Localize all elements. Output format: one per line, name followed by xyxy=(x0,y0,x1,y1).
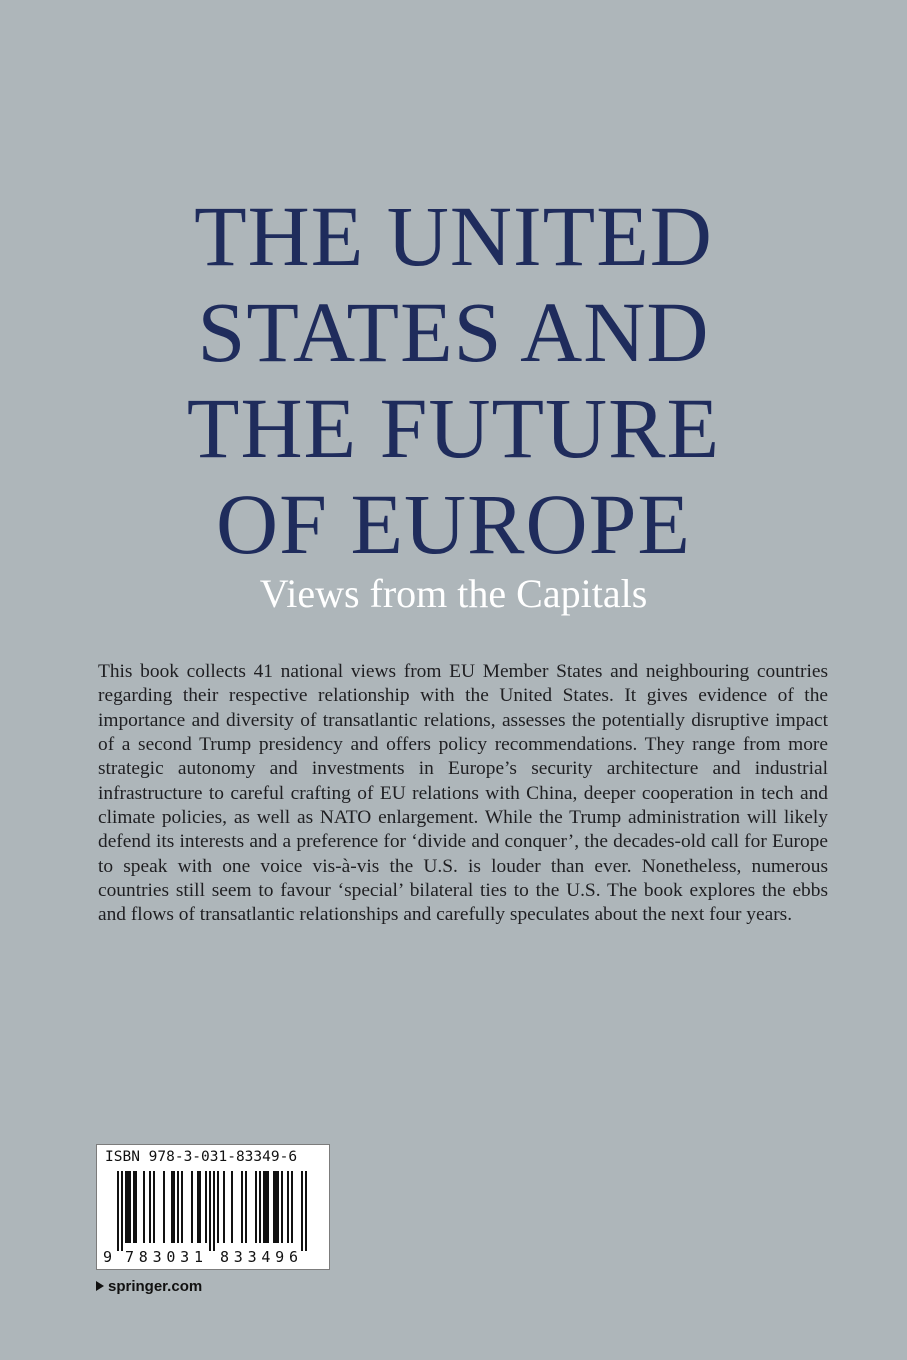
barcode-left-digits: 783031 xyxy=(125,1248,203,1266)
book-subtitle: Views from the Capitals xyxy=(259,571,648,616)
barcode-bar xyxy=(197,1171,199,1243)
publisher-link-text[interactable]: springer.com xyxy=(108,1277,203,1295)
barcode-bar xyxy=(301,1171,303,1251)
barcode-bar xyxy=(153,1171,155,1243)
barcode-bar xyxy=(275,1171,277,1243)
barcode-bar xyxy=(259,1171,261,1243)
barcode-bar xyxy=(129,1171,131,1243)
barcode-bar xyxy=(121,1171,123,1251)
title-line-4: OF EUROPE xyxy=(216,476,691,572)
title-line-1: THE UNITED xyxy=(194,188,713,284)
barcode-bar xyxy=(205,1171,207,1243)
barcode-bar xyxy=(125,1171,127,1243)
barcode-bar xyxy=(135,1171,137,1243)
barcode-graphic xyxy=(97,1145,329,1269)
publisher-link[interactable] xyxy=(96,1275,202,1297)
barcode-right-digits: 833496 xyxy=(220,1248,298,1266)
barcode-bar xyxy=(133,1171,135,1243)
barcode-bar xyxy=(231,1171,233,1243)
book-description: This book collects 41 national views from EU Member States and neighbouring countries regarding their respective relationship with the United States. It gives evidence of the importance and diversity of transatlantic relations, assesses the potentially disruptive impact of a second Trump presidency and offers policy recommendations. They range from more strategic autonomy and investments in Europe’s security architecture and industrial infrastructure to careful crafting of EU relations with China, deeper cooperation in tech and climate policies, as well as NATO enlargement. While the Trump administration will likely defend its interests and a preference for ‘divide and conquer’, the decades-old call for Europe to speak with one voice vis-à-vis the U.S. is louder than ever. Nonetheless, numerous countries still seem to favour ‘special’ bilateral ties to the U.S. The book explores the ebbs and flows of transatlantic relationships and carefully speculates about the next four years. xyxy=(98,661,828,926)
isbn-barcode xyxy=(96,1144,330,1270)
barcode-bar xyxy=(149,1171,151,1243)
barcode-bar xyxy=(273,1171,275,1243)
barcode-bar xyxy=(265,1171,267,1243)
title-line-3: THE FUTURE xyxy=(186,380,721,476)
barcode-bar xyxy=(209,1171,211,1251)
barcode-bar xyxy=(143,1171,145,1243)
barcode-bar xyxy=(181,1171,183,1243)
barcode-bar xyxy=(281,1171,283,1243)
barcode-bar xyxy=(305,1171,307,1251)
barcode-bar xyxy=(117,1171,119,1251)
barcode-bar xyxy=(199,1171,201,1243)
barcode-bar xyxy=(213,1171,215,1251)
barcode-bar xyxy=(277,1171,279,1243)
barcode-bar xyxy=(287,1171,289,1243)
barcode-bar xyxy=(267,1171,269,1243)
barcode-bar xyxy=(241,1171,243,1243)
barcode-bar xyxy=(255,1171,257,1243)
arrow-right-icon xyxy=(96,1281,104,1291)
barcode-bar xyxy=(171,1171,173,1243)
barcode-bar xyxy=(223,1171,225,1243)
barcode-bar xyxy=(291,1171,293,1243)
barcode-bar xyxy=(127,1171,129,1243)
book-title xyxy=(0,188,907,572)
barcode-bars xyxy=(117,1171,307,1251)
title-line-2: STATES AND xyxy=(197,284,710,380)
barcode-bar xyxy=(263,1171,265,1243)
barcode-bar xyxy=(245,1171,247,1243)
isbn-label: ISBN 978-3-031-83349-6 xyxy=(105,1149,298,1165)
barcode-bar xyxy=(177,1171,179,1243)
barcode-lead-digit: 9 xyxy=(103,1248,113,1266)
barcode-bar xyxy=(163,1171,165,1243)
barcode-bar xyxy=(217,1171,219,1243)
barcode-bar xyxy=(191,1171,193,1243)
barcode-bar xyxy=(173,1171,175,1243)
